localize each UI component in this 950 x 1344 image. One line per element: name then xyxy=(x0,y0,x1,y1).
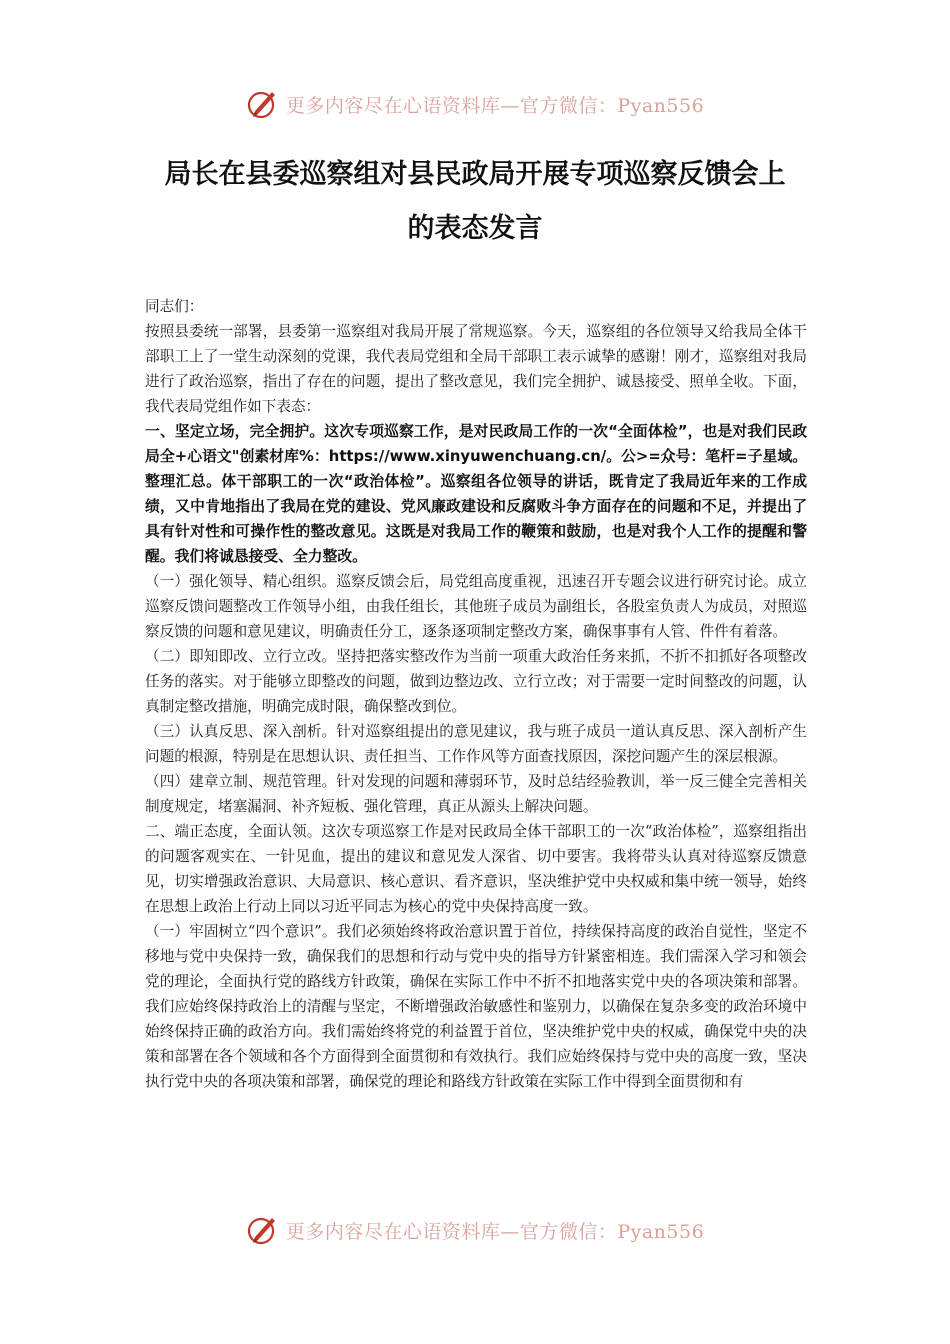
pen-logo-icon xyxy=(246,1213,280,1247)
section-heading-paragraph: 一、坚定立场，完全拥护。这次专项巡察工作，是对民政局工作的一次“全面体检”，也是对我们民政局全+心语文"创素材库%：https://www.xinyuwenchuang.cn/。公>=众号：笔杆=子星域。整理汇总。体干部职工的一次“政治体检”。巡察组各位领导的讲话，既肯定了我局近年来的工作成绩，又中肯地指出了我局在党的建设、党风廉政建设和反腐败斗争方面存在的问题和不足，并提出了具有针对性和可操作性的整改意见。这既是对我局工作的鞭策和鼓励，也是对我个人工作的提醒和警醒。我们将诚恳接受、全力整改。 xyxy=(145,423,807,565)
salutation: 同志们： xyxy=(145,298,204,315)
banner-text: 更多内容尽在心语资料库—官方微信：Pyan556 xyxy=(285,94,705,117)
pen-logo-icon xyxy=(246,87,280,121)
paragraph: （一）牢固树立“四个意识”。我们必须始终将政治意识置于首位，持续保持高度的政治自觉性，坚定不移地与党中央保持一致，确保我们的思想和行动与党中央的指导方针紧密相连。我们需深入学习和领会党的理论，全面执行党的路线方针政策，确保在实际工作中不折不扣地落实党中央的各项决策和部署。我们应始终保持政治上的清醒与坚定，不断增强政治敏感性和鉴别力，以确保在复杂多变的政治环境中始终保持正确的政治方向。我们需始终将党的利益置于首位，坚决维护党中央的权威，确保党中央的决策和部署在各个领域和各个方面得到全面贯彻和有效执行。我们应始终保持与党中央的高度一致，坚决执行党中央的各项决策和部署，确保党的理论和路线方针政策在实际工作中得到全面贯彻和有 xyxy=(145,923,807,1090)
footer-watermark-banner xyxy=(0,1210,950,1250)
document-body xyxy=(145,294,807,1094)
paragraph: （四）建章立制、规范管理。针对发现的问题和薄弱环节，及时总结经验教训，举一反三健全完善相关制度规定，堵塞漏洞、补齐短板、强化管理，真正从源头上解决问题。 xyxy=(145,773,807,815)
document-title xyxy=(120,148,830,256)
paragraph: （一）强化领导、精心组织。巡察反馈会后，局党组高度重视，迅速召开专题会议进行研究讨论。成立巡察反馈问题整改工作领导小组，由我任组长，其他班子成员为副组长，各股室负责人为成员，对照巡察反馈的问题和意见建议，明确责任分工，逐条逐项制定整改方案，确保事事有人管、件件有着落。 xyxy=(145,573,807,640)
paragraph: （三）认真反思、深入剖析。针对巡察组提出的意见建议，我与班子成员一道认真反思、深入剖析产生问题的根源，特别是在思想认识、责任担当、工作作风等方面查找原因，深挖问题产生的深层根源。 xyxy=(145,723,807,765)
paragraph: 按照县委统一部署，县委第一巡察组对我局开展了常规巡察。今天，巡察组的各位领导又给我局全体干部职工上了一堂生动深刻的党课，我代表局党组和全局干部职工表示诚挚的感谢！刚才，巡察组对我局进行了政治巡察，指出了存在的问题，提出了整改意见，我们完全拥护、诚恳接受、照单全收。下面，我代表局党组作如下表态： xyxy=(145,323,807,415)
header-watermark-banner xyxy=(0,84,950,124)
title-line-2: 的表态发言 xyxy=(407,213,543,244)
paragraph: （二）即知即改、立行立改。坚持把落实整改作为当前一项重大政治任务来抓，不折不扣抓好各项整改任务的落实。对于能够立即整改的问题，做到边整边改、立行立改；对于需要一定时间整改的问题，认真制定整改措施，明确完成时限，确保整改到位。 xyxy=(145,648,807,715)
title-line-1: 局长在县委巡察组对县民政局开展专项巡察反馈会上 xyxy=(164,159,786,190)
paragraph: 二、端正态度，全面认领。这次专项巡察工作是对民政局全体干部职工的一次“政治体检”，巡察组指出的问题客观实在、一针见血，提出的建议和意见发人深省、切中要害。我将带头认真对待巡察反馈意见，切实增强政治意识、大局意识、核心意识、看齐意识，坚决维护党中央权威和集中统一领导，始终在思想上政治上行动上同以习近平同志为核心的党中央保持高度一致。 xyxy=(145,823,807,915)
banner-text: 更多内容尽在心语资料库—官方微信：Pyan556 xyxy=(285,1220,705,1243)
